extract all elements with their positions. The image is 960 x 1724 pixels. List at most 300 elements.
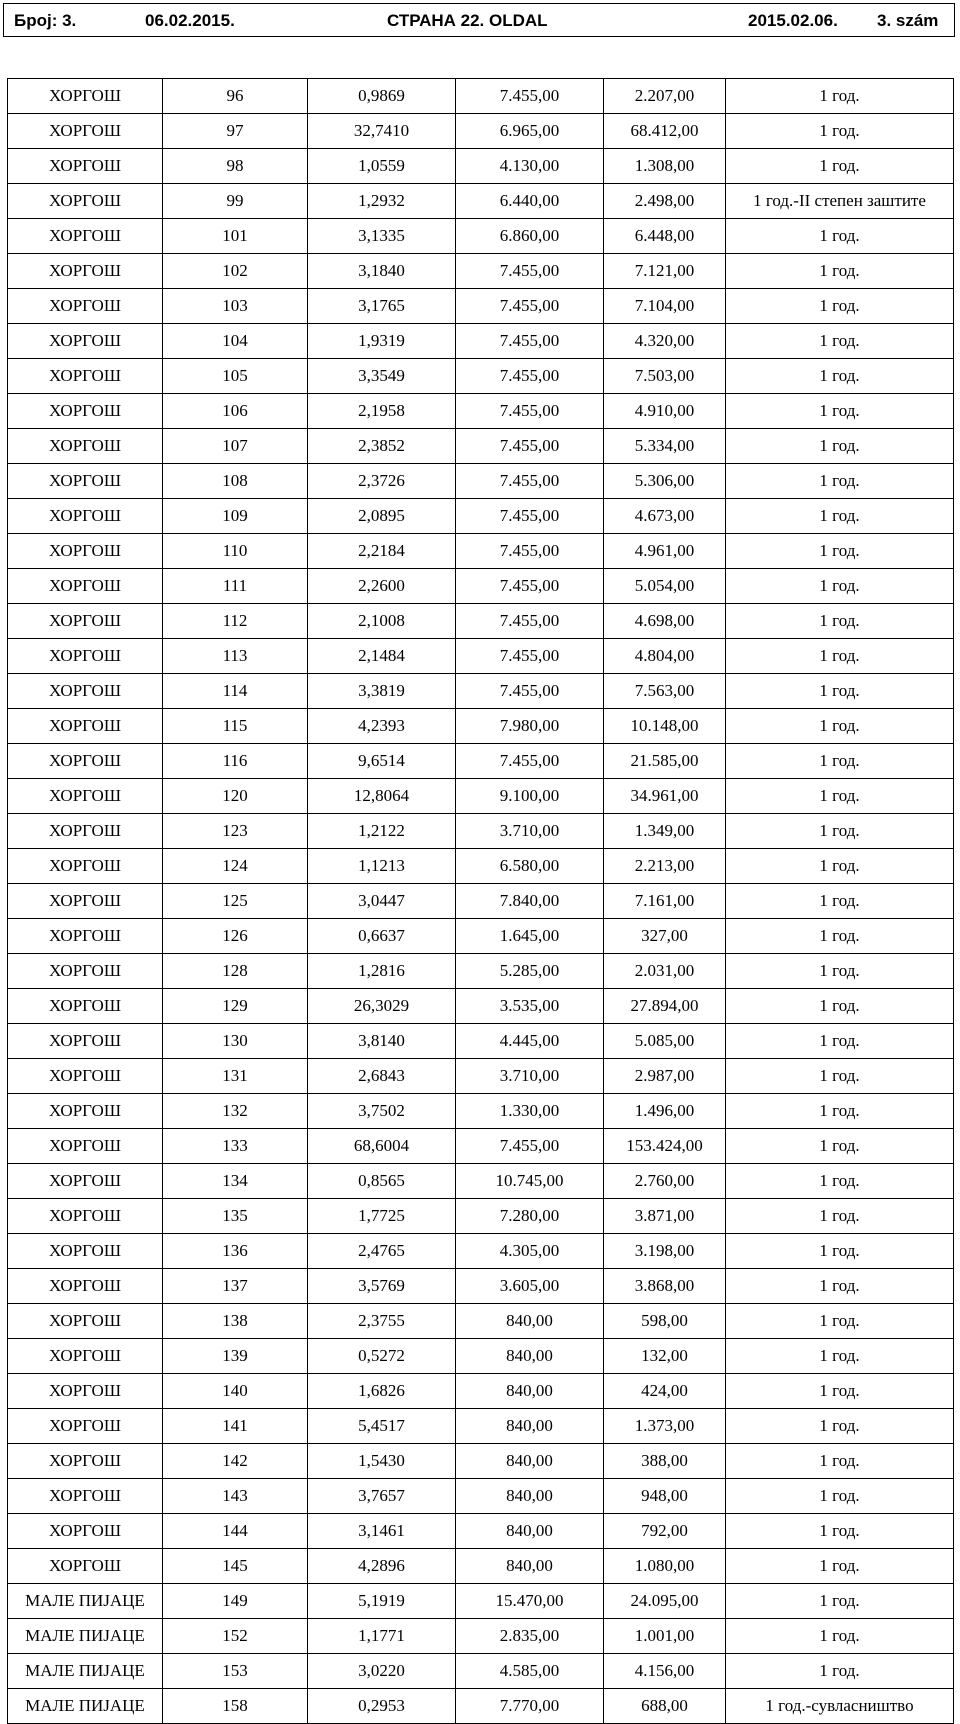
issue-number: Број: 3. [14, 11, 77, 30]
parcel-number-cell: 137 [163, 1269, 308, 1304]
parcel-number-cell: 101 [163, 219, 308, 254]
price-per-ha-cell: 7.455,00 [456, 254, 604, 289]
page-number: СТРАНА 22. OLDAL [387, 11, 548, 30]
lease-term-cell: 1 год. [726, 1199, 954, 1234]
rent-amount-cell: 688,00 [604, 1689, 726, 1724]
cadastral-municipality-cell: ХОРГОШ [8, 709, 163, 744]
price-per-ha-cell: 840,00 [456, 1304, 604, 1339]
parcel-number-cell: 134 [163, 1164, 308, 1199]
parcel-number-cell: 103 [163, 289, 308, 324]
price-per-ha-cell: 6.580,00 [456, 849, 604, 884]
price-per-ha-cell: 840,00 [456, 1339, 604, 1374]
table-row [8, 1269, 954, 1304]
price-per-ha-cell: 9.100,00 [456, 779, 604, 814]
lease-term-cell: 1 год. [726, 779, 954, 814]
area-ha-cell: 3,7657 [308, 1479, 456, 1514]
table-row [8, 954, 954, 989]
lease-term-cell: 1 год. [726, 569, 954, 604]
area-ha-cell: 0,2953 [308, 1689, 456, 1724]
cadastral-municipality-cell: ХОРГОШ [8, 1269, 163, 1304]
table-row [8, 1024, 954, 1059]
area-ha-cell: 3,7502 [308, 1094, 456, 1129]
price-per-ha-cell: 7.455,00 [456, 324, 604, 359]
parcel-number-cell: 97 [163, 114, 308, 149]
table-row [8, 814, 954, 849]
price-per-ha-cell: 10.745,00 [456, 1164, 604, 1199]
rent-amount-cell: 388,00 [604, 1444, 726, 1479]
parcel-number-cell: 136 [163, 1234, 308, 1269]
lease-term-cell: 1 год. [726, 429, 954, 464]
lease-term-cell: 1 год. [726, 1584, 954, 1619]
table-row [8, 604, 954, 639]
area-ha-cell: 1,9319 [308, 324, 456, 359]
rent-amount-cell: 7.563,00 [604, 674, 726, 709]
rent-amount-cell: 10.148,00 [604, 709, 726, 744]
lease-term-cell: 1 год. [726, 1619, 954, 1654]
cadastral-municipality-cell: ХОРГОШ [8, 1514, 163, 1549]
table-row [8, 149, 954, 184]
price-per-ha-cell: 7.455,00 [456, 1129, 604, 1164]
area-ha-cell: 12,8064 [308, 779, 456, 814]
rent-amount-cell: 6.448,00 [604, 219, 726, 254]
rent-amount-cell: 1.001,00 [604, 1619, 726, 1654]
cadastral-municipality-cell: ХОРГОШ [8, 1059, 163, 1094]
lease-term-cell: 1 год. [726, 79, 954, 114]
lease-term-cell: 1 год. [726, 639, 954, 674]
rent-amount-cell: 598,00 [604, 1304, 726, 1339]
price-per-ha-cell: 7.840,00 [456, 884, 604, 919]
area-ha-cell: 2,3726 [308, 464, 456, 499]
lease-term-cell: 1 год.-II степен заштите [726, 184, 954, 219]
area-ha-cell: 68,6004 [308, 1129, 456, 1164]
parcel-number-cell: 120 [163, 779, 308, 814]
area-ha-cell: 1,2932 [308, 184, 456, 219]
rent-amount-cell: 68.412,00 [604, 114, 726, 149]
rent-amount-cell: 3.198,00 [604, 1234, 726, 1269]
parcel-number-cell: 99 [163, 184, 308, 219]
issue-number-hu: 3. szám [877, 11, 939, 30]
lease-term-cell: 1 год. [726, 149, 954, 184]
price-per-ha-cell: 7.455,00 [456, 464, 604, 499]
rent-amount-cell: 21.585,00 [604, 744, 726, 779]
price-per-ha-cell: 7.455,00 [456, 744, 604, 779]
cadastral-municipality-cell: ХОРГОШ [8, 569, 163, 604]
area-ha-cell: 2,2184 [308, 534, 456, 569]
lease-term-cell: 1 год. [726, 1654, 954, 1689]
parcel-number-cell: 132 [163, 1094, 308, 1129]
table-row [8, 394, 954, 429]
area-ha-cell: 9,6514 [308, 744, 456, 779]
area-ha-cell: 3,3819 [308, 674, 456, 709]
parcel-number-cell: 113 [163, 639, 308, 674]
table-row [8, 1234, 954, 1269]
lease-term-cell: 1 год. [726, 359, 954, 394]
cadastral-municipality-cell: ХОРГОШ [8, 1234, 163, 1269]
lease-term-cell: 1 год. [726, 674, 954, 709]
cadastral-municipality-cell: ХОРГОШ [8, 1024, 163, 1059]
cadastral-municipality-cell: ХОРГОШ [8, 1129, 163, 1164]
rent-amount-cell: 4.804,00 [604, 639, 726, 674]
rent-amount-cell: 2.031,00 [604, 954, 726, 989]
parcel-number-cell: 128 [163, 954, 308, 989]
table-row [8, 1339, 954, 1374]
parcel-number-cell: 108 [163, 464, 308, 499]
rent-amount-cell: 327,00 [604, 919, 726, 954]
rent-amount-cell: 4.673,00 [604, 499, 726, 534]
rent-amount-cell: 2.760,00 [604, 1164, 726, 1199]
cadastral-municipality-cell: ХОРГОШ [8, 79, 163, 114]
area-ha-cell: 4,2896 [308, 1549, 456, 1584]
parcel-number-cell: 139 [163, 1339, 308, 1374]
rent-amount-cell: 4.156,00 [604, 1654, 726, 1689]
lease-term-cell: 1 год.-сувласништво [726, 1689, 954, 1724]
parcel-number-cell: 133 [163, 1129, 308, 1164]
parcel-number-cell: 102 [163, 254, 308, 289]
area-ha-cell: 5,1919 [308, 1584, 456, 1619]
parcel-number-cell: 158 [163, 1689, 308, 1724]
rent-amount-cell: 424,00 [604, 1374, 726, 1409]
lease-term-cell: 1 год. [726, 114, 954, 149]
price-per-ha-cell: 7.455,00 [456, 604, 604, 639]
rent-amount-cell: 1.373,00 [604, 1409, 726, 1444]
area-ha-cell: 1,0559 [308, 149, 456, 184]
price-per-ha-cell: 840,00 [456, 1374, 604, 1409]
cadastral-municipality-cell: ХОРГОШ [8, 1094, 163, 1129]
price-per-ha-cell: 5.285,00 [456, 954, 604, 989]
cadastral-municipality-cell: ХОРГОШ [8, 744, 163, 779]
parcel-number-cell: 115 [163, 709, 308, 744]
parcel-number-cell: 153 [163, 1654, 308, 1689]
area-ha-cell: 1,1213 [308, 849, 456, 884]
area-ha-cell: 1,5430 [308, 1444, 456, 1479]
rent-amount-cell: 4.910,00 [604, 394, 726, 429]
table-row [8, 1129, 954, 1164]
table-row [8, 1164, 954, 1199]
parcel-number-cell: 104 [163, 324, 308, 359]
price-per-ha-cell: 7.770,00 [456, 1689, 604, 1724]
table-row [8, 779, 954, 814]
area-ha-cell: 2,6843 [308, 1059, 456, 1094]
area-ha-cell: 3,1461 [308, 1514, 456, 1549]
price-per-ha-cell: 7.455,00 [456, 394, 604, 429]
table-row [8, 219, 954, 254]
parcel-table-body [8, 79, 954, 1724]
cadastral-municipality-cell: ХОРГОШ [8, 429, 163, 464]
cadastral-municipality-cell: ХОРГОШ [8, 219, 163, 254]
lease-term-cell: 1 год. [726, 989, 954, 1024]
area-ha-cell: 2,4765 [308, 1234, 456, 1269]
table-row [8, 1689, 954, 1724]
table-row [8, 1479, 954, 1514]
lease-term-cell: 1 год. [726, 1269, 954, 1304]
rent-amount-cell: 4.698,00 [604, 604, 726, 639]
parcel-number-cell: 131 [163, 1059, 308, 1094]
rent-amount-cell: 948,00 [604, 1479, 726, 1514]
rent-amount-cell: 5.085,00 [604, 1024, 726, 1059]
rent-amount-cell: 2.498,00 [604, 184, 726, 219]
page-header [3, 3, 955, 37]
table-row [8, 849, 954, 884]
rent-amount-cell: 3.868,00 [604, 1269, 726, 1304]
parcel-number-cell: 107 [163, 429, 308, 464]
table-row [8, 639, 954, 674]
parcel-number-cell: 142 [163, 1444, 308, 1479]
cadastral-municipality-cell: ХОРГОШ [8, 184, 163, 219]
table-row [8, 114, 954, 149]
parcel-number-cell: 124 [163, 849, 308, 884]
cadastral-municipality-cell: ХОРГОШ [8, 779, 163, 814]
table-row [8, 569, 954, 604]
table-row [8, 1409, 954, 1444]
price-per-ha-cell: 4.445,00 [456, 1024, 604, 1059]
table-row [8, 1304, 954, 1339]
table-row [8, 919, 954, 954]
table-row [8, 534, 954, 569]
price-per-ha-cell: 3.605,00 [456, 1269, 604, 1304]
area-ha-cell: 0,6637 [308, 919, 456, 954]
cadastral-municipality-cell: МАЛЕ ПИЈАЦЕ [8, 1619, 163, 1654]
table-row [8, 989, 954, 1024]
rent-amount-cell: 153.424,00 [604, 1129, 726, 1164]
cadastral-municipality-cell: ХОРГОШ [8, 1304, 163, 1339]
rent-amount-cell: 27.894,00 [604, 989, 726, 1024]
price-per-ha-cell: 6.860,00 [456, 219, 604, 254]
price-per-ha-cell: 7.455,00 [456, 639, 604, 674]
lease-term-cell: 1 год. [726, 1479, 954, 1514]
lease-term-cell: 1 год. [726, 849, 954, 884]
cadastral-municipality-cell: ХОРГОШ [8, 149, 163, 184]
parcel-number-cell: 138 [163, 1304, 308, 1339]
lease-term-cell: 1 год. [726, 814, 954, 849]
lease-term-cell: 1 год. [726, 919, 954, 954]
table-row [8, 1444, 954, 1479]
cadastral-municipality-cell: ХОРГОШ [8, 954, 163, 989]
area-ha-cell: 5,4517 [308, 1409, 456, 1444]
table-row [8, 1094, 954, 1129]
parcel-number-cell: 145 [163, 1549, 308, 1584]
parcel-number-cell: 144 [163, 1514, 308, 1549]
rent-amount-cell: 3.871,00 [604, 1199, 726, 1234]
parcel-number-cell: 152 [163, 1619, 308, 1654]
table-row [8, 1584, 954, 1619]
lease-term-cell: 1 год. [726, 1024, 954, 1059]
rent-amount-cell: 1.496,00 [604, 1094, 726, 1129]
price-per-ha-cell: 840,00 [456, 1409, 604, 1444]
lease-term-cell: 1 год. [726, 1304, 954, 1339]
cadastral-municipality-cell: ХОРГОШ [8, 1409, 163, 1444]
cadastral-municipality-cell: ХОРГОШ [8, 1164, 163, 1199]
lease-term-cell: 1 год. [726, 744, 954, 779]
lease-term-cell: 1 год. [726, 884, 954, 919]
parcel-number-cell: 130 [163, 1024, 308, 1059]
parcel-number-cell: 109 [163, 499, 308, 534]
area-ha-cell: 3,1840 [308, 254, 456, 289]
table-row [8, 1059, 954, 1094]
rent-amount-cell: 4.961,00 [604, 534, 726, 569]
price-per-ha-cell: 2.835,00 [456, 1619, 604, 1654]
rent-amount-cell: 2.207,00 [604, 79, 726, 114]
price-per-ha-cell: 840,00 [456, 1514, 604, 1549]
area-ha-cell: 2,1008 [308, 604, 456, 639]
cadastral-municipality-cell: ХОРГОШ [8, 639, 163, 674]
table-row [8, 1549, 954, 1584]
cadastral-municipality-cell: ХОРГОШ [8, 1199, 163, 1234]
cadastral-municipality-cell: ХОРГОШ [8, 1479, 163, 1514]
price-per-ha-cell: 7.455,00 [456, 569, 604, 604]
table-row [8, 1199, 954, 1234]
lease-term-cell: 1 год. [726, 1129, 954, 1164]
cadastral-municipality-cell: ХОРГОШ [8, 1444, 163, 1479]
cadastral-municipality-cell: МАЛЕ ПИЈАЦЕ [8, 1689, 163, 1724]
lease-term-cell: 1 год. [726, 394, 954, 429]
rent-amount-cell: 7.121,00 [604, 254, 726, 289]
price-per-ha-cell: 1.645,00 [456, 919, 604, 954]
price-per-ha-cell: 7.455,00 [456, 674, 604, 709]
lease-term-cell: 1 год. [726, 1339, 954, 1374]
cadastral-municipality-cell: ХОРГОШ [8, 534, 163, 569]
cadastral-municipality-cell: ХОРГОШ [8, 114, 163, 149]
parcel-number-cell: 111 [163, 569, 308, 604]
price-per-ha-cell: 7.455,00 [456, 499, 604, 534]
area-ha-cell: 1,6826 [308, 1374, 456, 1409]
table-row [8, 464, 954, 499]
area-ha-cell: 2,2600 [308, 569, 456, 604]
table-row [8, 254, 954, 289]
parcel-number-cell: 123 [163, 814, 308, 849]
price-per-ha-cell: 3.710,00 [456, 814, 604, 849]
price-per-ha-cell: 7.980,00 [456, 709, 604, 744]
area-ha-cell: 2,1484 [308, 639, 456, 674]
area-ha-cell: 3,1335 [308, 219, 456, 254]
lease-term-cell: 1 год. [726, 1164, 954, 1199]
area-ha-cell: 3,0447 [308, 884, 456, 919]
cadastral-municipality-cell: ХОРГОШ [8, 989, 163, 1024]
lease-term-cell: 1 год. [726, 254, 954, 289]
parcel-number-cell: 140 [163, 1374, 308, 1409]
area-ha-cell: 4,2393 [308, 709, 456, 744]
area-ha-cell: 0,9869 [308, 79, 456, 114]
price-per-ha-cell: 4.305,00 [456, 1234, 604, 1269]
price-per-ha-cell: 7.455,00 [456, 289, 604, 324]
rent-amount-cell: 4.320,00 [604, 324, 726, 359]
cadastral-municipality-cell: ХОРГОШ [8, 499, 163, 534]
rent-amount-cell: 792,00 [604, 1514, 726, 1549]
area-ha-cell: 2,3852 [308, 429, 456, 464]
cadastral-municipality-cell: ХОРГОШ [8, 394, 163, 429]
parcel-number-cell: 143 [163, 1479, 308, 1514]
rent-amount-cell: 24.095,00 [604, 1584, 726, 1619]
price-per-ha-cell: 840,00 [456, 1479, 604, 1514]
cadastral-municipality-cell: ХОРГОШ [8, 464, 163, 499]
table-row [8, 324, 954, 359]
parcel-number-cell: 141 [163, 1409, 308, 1444]
cadastral-municipality-cell: МАЛЕ ПИЈАЦЕ [8, 1584, 163, 1619]
cadastral-municipality-cell: ХОРГОШ [8, 674, 163, 709]
price-per-ha-cell: 7.455,00 [456, 79, 604, 114]
area-ha-cell: 2,1958 [308, 394, 456, 429]
parcel-table [7, 78, 954, 1724]
cadastral-municipality-cell: ХОРГОШ [8, 254, 163, 289]
cadastral-municipality-cell: МАЛЕ ПИЈАЦЕ [8, 1654, 163, 1689]
lease-term-cell: 1 год. [726, 1094, 954, 1129]
price-per-ha-cell: 3.710,00 [456, 1059, 604, 1094]
table-row [8, 1374, 954, 1409]
cadastral-municipality-cell: ХОРГОШ [8, 919, 163, 954]
cadastral-municipality-cell: ХОРГОШ [8, 849, 163, 884]
area-ha-cell: 3,0220 [308, 1654, 456, 1689]
cadastral-municipality-cell: ХОРГОШ [8, 1549, 163, 1584]
parcel-number-cell: 105 [163, 359, 308, 394]
lease-term-cell: 1 год. [726, 1514, 954, 1549]
price-per-ha-cell: 7.455,00 [456, 359, 604, 394]
lease-term-cell: 1 год. [726, 1374, 954, 1409]
lease-term-cell: 1 год. [726, 464, 954, 499]
table-row [8, 1654, 954, 1689]
table-row [8, 184, 954, 219]
cadastral-municipality-cell: ХОРГОШ [8, 604, 163, 639]
parcel-number-cell: 98 [163, 149, 308, 184]
area-ha-cell: 32,7410 [308, 114, 456, 149]
parcel-number-cell: 96 [163, 79, 308, 114]
parcel-number-cell: 106 [163, 394, 308, 429]
cadastral-municipality-cell: ХОРГОШ [8, 884, 163, 919]
table-row [8, 1619, 954, 1654]
area-ha-cell: 3,1765 [308, 289, 456, 324]
price-per-ha-cell: 7.280,00 [456, 1199, 604, 1234]
price-per-ha-cell: 6.965,00 [456, 114, 604, 149]
lease-term-cell: 1 год. [726, 709, 954, 744]
issue-date: 06.02.2015. [145, 11, 235, 30]
lease-term-cell: 1 год. [726, 1409, 954, 1444]
issue-date-hu: 2015.02.06. [748, 11, 838, 30]
cadastral-municipality-cell: ХОРГОШ [8, 324, 163, 359]
area-ha-cell: 26,3029 [308, 989, 456, 1024]
cadastral-municipality-cell: ХОРГОШ [8, 359, 163, 394]
parcel-number-cell: 116 [163, 744, 308, 779]
lease-term-cell: 1 год. [726, 324, 954, 359]
lease-term-cell: 1 год. [726, 499, 954, 534]
table-row [8, 79, 954, 114]
lease-term-cell: 1 год. [726, 1234, 954, 1269]
cadastral-municipality-cell: ХОРГОШ [8, 814, 163, 849]
parcel-number-cell: 125 [163, 884, 308, 919]
rent-amount-cell: 34.961,00 [604, 779, 726, 814]
table-row [8, 499, 954, 534]
area-ha-cell: 1,1771 [308, 1619, 456, 1654]
lease-term-cell: 1 год. [726, 534, 954, 569]
table-row [8, 744, 954, 779]
area-ha-cell: 3,5769 [308, 1269, 456, 1304]
table-row [8, 289, 954, 324]
rent-amount-cell: 2.213,00 [604, 849, 726, 884]
cadastral-municipality-cell: ХОРГОШ [8, 289, 163, 324]
price-per-ha-cell: 1.330,00 [456, 1094, 604, 1129]
parcel-number-cell: 129 [163, 989, 308, 1024]
area-ha-cell: 1,2816 [308, 954, 456, 989]
price-per-ha-cell: 7.455,00 [456, 534, 604, 569]
price-per-ha-cell: 840,00 [456, 1549, 604, 1584]
table-row [8, 709, 954, 744]
rent-amount-cell: 5.334,00 [604, 429, 726, 464]
table-row [8, 1514, 954, 1549]
rent-amount-cell: 5.054,00 [604, 569, 726, 604]
table-row [8, 429, 954, 464]
lease-term-cell: 1 год. [726, 1444, 954, 1479]
rent-amount-cell: 1.349,00 [604, 814, 726, 849]
rent-amount-cell: 2.987,00 [604, 1059, 726, 1094]
parcel-number-cell: 114 [163, 674, 308, 709]
area-ha-cell: 3,3549 [308, 359, 456, 394]
